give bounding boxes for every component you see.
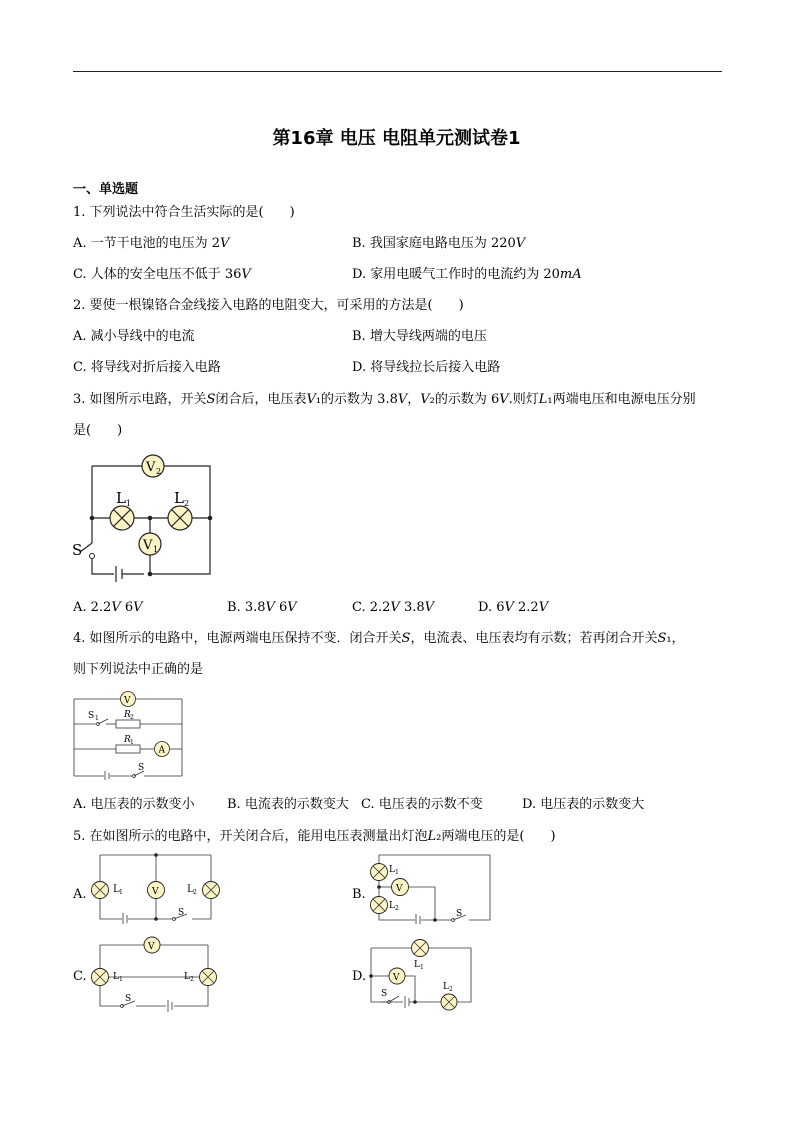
q1-stem: 1. 下列说法中符合生活实际的是( ): [73, 205, 295, 220]
header-rule: [73, 71, 722, 72]
q4-circuit-figure: [70, 688, 186, 780]
q5c-l2-sub: 2: [190, 976, 194, 983]
q4-r1-sub: 1: [130, 739, 134, 746]
q3-v1-sub: 1: [153, 545, 159, 554]
q5a-v-letter: V: [152, 887, 159, 897]
q5-circuit-b[interactable]: [367, 852, 497, 924]
q3-v1-letter: V: [143, 538, 153, 553]
q4-s-letter: S: [138, 763, 145, 773]
q1-option-c[interactable]: C. 人体的安全电压不低于 36𝑉: [73, 267, 251, 282]
q5-option-b-label[interactable]: B.: [352, 887, 366, 902]
q5b-l1-letter: L: [389, 865, 395, 875]
q3-option-d[interactable]: D. 6𝑉 2.2𝑉: [478, 600, 549, 615]
q3-stem-line1: 3. 如图所示电路，开关𝑆闭合后，电压表𝑉₁的示数为 3.8𝑉，𝑉₂的示数为 6𝑉.则灯𝐿₁两端电压和电源电压分别: [73, 392, 696, 407]
q5b-l2-letter: L: [389, 901, 395, 911]
q3-option-c[interactable]: C. 2.2𝑉 3.8𝑉: [352, 600, 435, 615]
q5a-l2-letter: L: [187, 884, 194, 895]
q5c-l1-letter: L: [113, 972, 119, 982]
q5a-s-letter: S: [178, 908, 185, 918]
q5d-l2-letter: L: [443, 982, 449, 992]
q2-option-b[interactable]: B. 增大导线两端的电压: [352, 329, 487, 344]
q3-v2-letter: V: [146, 460, 156, 475]
q3-switch-label: S: [72, 541, 83, 559]
q5a-l2-sub: 2: [193, 889, 197, 896]
q2-option-d[interactable]: D. 将导线拉长后接入电路: [352, 360, 501, 375]
q5d-l1-letter: L: [414, 960, 420, 970]
q5a-l1-letter: L: [113, 884, 120, 895]
q1-option-a[interactable]: A. 一节干电池的电压为 2𝑉: [73, 236, 230, 251]
q4-option-a[interactable]: A. 电压表的示数变小: [73, 797, 195, 812]
q3-circuit-figure: [70, 450, 220, 582]
q4-stem-line1: 4. 如图所示的电路中，电源两端电压保持不变．闭合开关𝑆，电流表、电压表均有示数；若再闭合开关𝑆₁，: [73, 631, 685, 646]
section-heading: 一、单选题: [73, 182, 139, 197]
q5c-l1-sub: 1: [119, 976, 123, 983]
q4-stem-line2: 则下列说法中正确的是: [73, 662, 204, 677]
q4-r1-letter: R: [124, 735, 131, 745]
q5c-v-letter: V: [148, 942, 155, 952]
q4-v-letter: V: [124, 696, 131, 706]
q3-l1-letter: L: [116, 489, 126, 507]
q4-s1-letter: S: [88, 711, 95, 721]
q4-option-c[interactable]: C. 电压表的示数不变: [361, 797, 483, 812]
q1-option-b[interactable]: B. 我国家庭电路电压为 220𝑉: [352, 236, 526, 251]
q3-option-b[interactable]: B. 3.8𝑉 6𝑉: [227, 600, 297, 615]
q5-circuit-c[interactable]: [88, 934, 222, 1014]
q3-v2-sub: 2: [156, 467, 162, 476]
q2-stem: 2. 要使一根镍铬合金线接入电路的电阻变大，可采用的方法是( ): [73, 298, 464, 313]
q5d-v-letter: V: [393, 973, 400, 983]
q5-option-a-label[interactable]: A.: [73, 887, 87, 902]
q5c-l2-letter: L: [184, 972, 190, 982]
q5b-s-letter: S: [456, 909, 463, 919]
q5d-s-letter: S: [381, 989, 388, 999]
q2-option-c[interactable]: C. 将导线对折后接入电路: [73, 360, 221, 375]
q5b-l1-sub: 1: [395, 869, 399, 876]
q3-l2-letter: L: [174, 489, 184, 507]
q5-stem: 5. 在如图所示的电路中，开关闭合后，能用电压表测量出灯泡𝐿₂两端电压的是( ): [73, 829, 556, 844]
q4-resistor-r1: [116, 745, 140, 753]
q4-r2-letter: R: [124, 710, 131, 720]
q3-stem-line2: 是( ): [73, 423, 123, 438]
q4-s1-sub: 1: [95, 715, 99, 722]
q4-r2-sub: 2: [130, 714, 134, 721]
q5-circuit-a[interactable]: [88, 852, 222, 924]
q1-option-d[interactable]: D. 家用电暖气工作时的电流约为 20𝑚𝐴: [352, 267, 582, 282]
q3-l2-sub: 2: [184, 499, 190, 508]
q5-circuit-d[interactable]: [367, 934, 477, 1016]
q4-a-letter: A: [158, 745, 165, 756]
q2-option-a[interactable]: A. 减小导线中的电流: [73, 329, 195, 344]
q5b-l2-sub: 2: [395, 905, 399, 912]
q4-option-b[interactable]: B. 电流表的示数变大: [227, 797, 349, 812]
q5b-v-letter: V: [396, 884, 403, 894]
q5d-l1-sub: 1: [420, 964, 424, 971]
q4-resistor-r2: [116, 720, 140, 728]
q5-option-d-label[interactable]: D.: [352, 969, 367, 984]
q5d-l2-sub: 2: [449, 986, 453, 993]
q5a-l1-sub: 1: [119, 889, 123, 896]
q5c-s-letter: S: [125, 994, 132, 1004]
q3-l1-sub: 1: [126, 499, 132, 508]
page-title: 第16章 电压 电阻单元测试卷1: [272, 128, 521, 149]
q4-option-d[interactable]: D. 电压表的示数变大: [522, 797, 645, 812]
q3-option-a[interactable]: A. 2.2𝑉 6𝑉: [73, 600, 143, 615]
q5-option-c-label[interactable]: C.: [73, 969, 87, 984]
